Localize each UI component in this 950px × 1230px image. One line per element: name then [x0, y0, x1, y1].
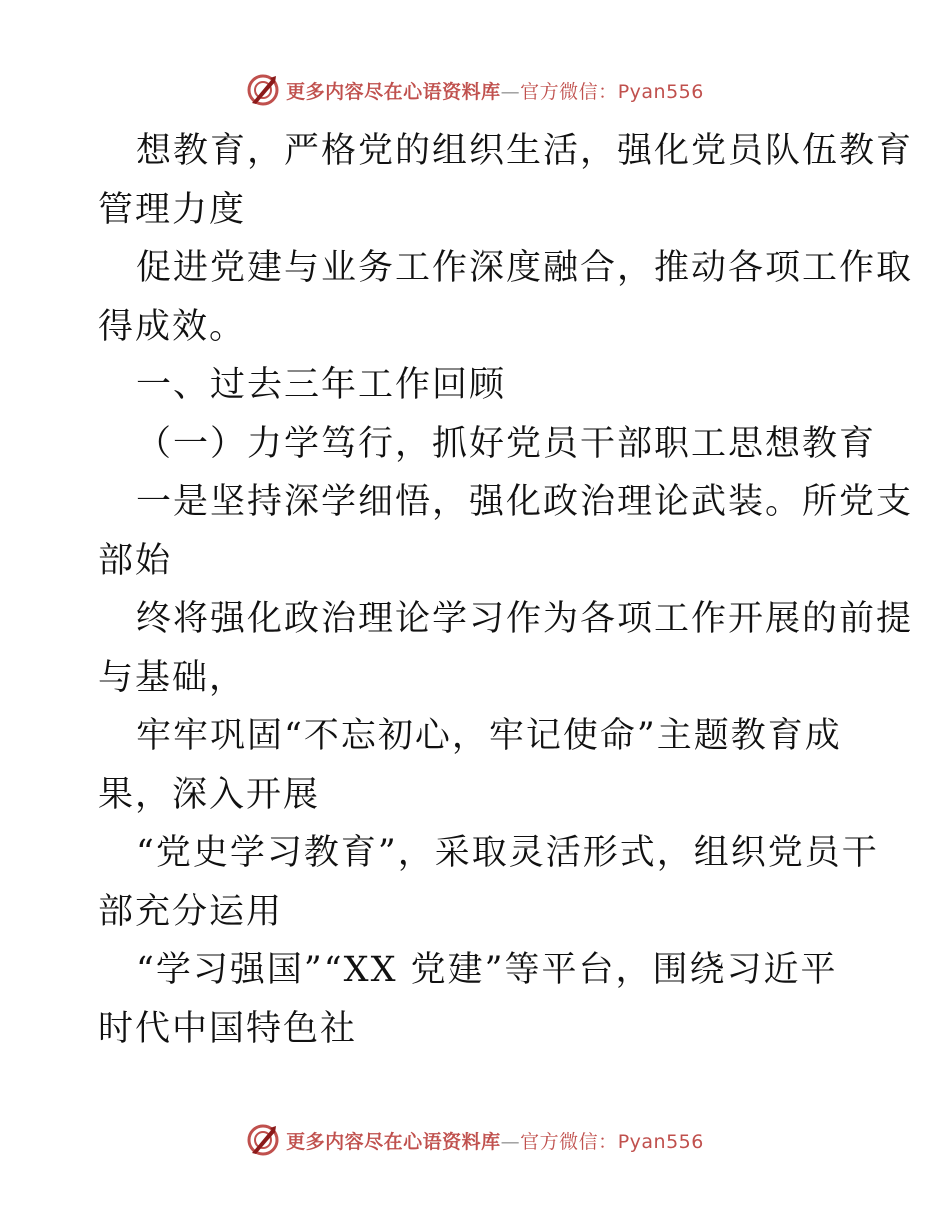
body-line: 促进党建与业务工作深度融合，推动各项工作取 [136, 248, 914, 288]
quill-logo-icon [246, 1123, 280, 1157]
body-line: 与基础， [98, 657, 247, 698]
body-line: 想教育，严格党的组织生活，强化党员队伍教育 [136, 131, 914, 171]
watermark-main-text: 更多内容尽在心语资料库 [286, 80, 501, 103]
body-line: 得成效。 [98, 306, 247, 347]
footer-watermark [0, 1120, 950, 1160]
body-line: “学习强国”“XX 党建”等平台，围绕习近平 [136, 950, 838, 990]
watermark-separator: — [500, 1130, 521, 1153]
watermark-separator: — [500, 80, 521, 103]
quill-logo-icon [246, 73, 280, 107]
watermark-main-text: 更多内容尽在心语资料库 [286, 1130, 501, 1153]
watermark-wechat-label: 官方微信： [520, 80, 618, 103]
body-line: 终将强化政治理论学习作为各项工作开展的前提 [136, 599, 914, 639]
body-line: 果，深入开展 [98, 774, 321, 815]
watermark-wechat-id: Pyan556 [617, 1130, 704, 1153]
watermark-wechat-label: 官方微信： [520, 1130, 618, 1153]
header-watermark [0, 70, 950, 110]
document-body [98, 122, 914, 1058]
body-line: 部始 [98, 540, 173, 581]
body-line: 部充分运用 [98, 891, 284, 932]
body-line: 一是坚持深学细悟，强化政治理论武装。所党支 [136, 482, 914, 522]
watermark-wechat-id: Pyan556 [617, 80, 704, 103]
body-line: 管理力度 [98, 189, 247, 230]
subsection-heading: （一）力学笃行，抓好党员干部职工思想教育 [136, 423, 877, 464]
body-line: 时代中国特色社 [98, 1008, 358, 1049]
body-line: “党史学习教育”，采取灵活形式，组织党员干 [136, 833, 879, 873]
body-line: 牢牢巩固“不忘初心，牢记使命”主题教育成 [136, 716, 842, 756]
section-heading: 一、过去三年工作回顾 [136, 365, 507, 405]
